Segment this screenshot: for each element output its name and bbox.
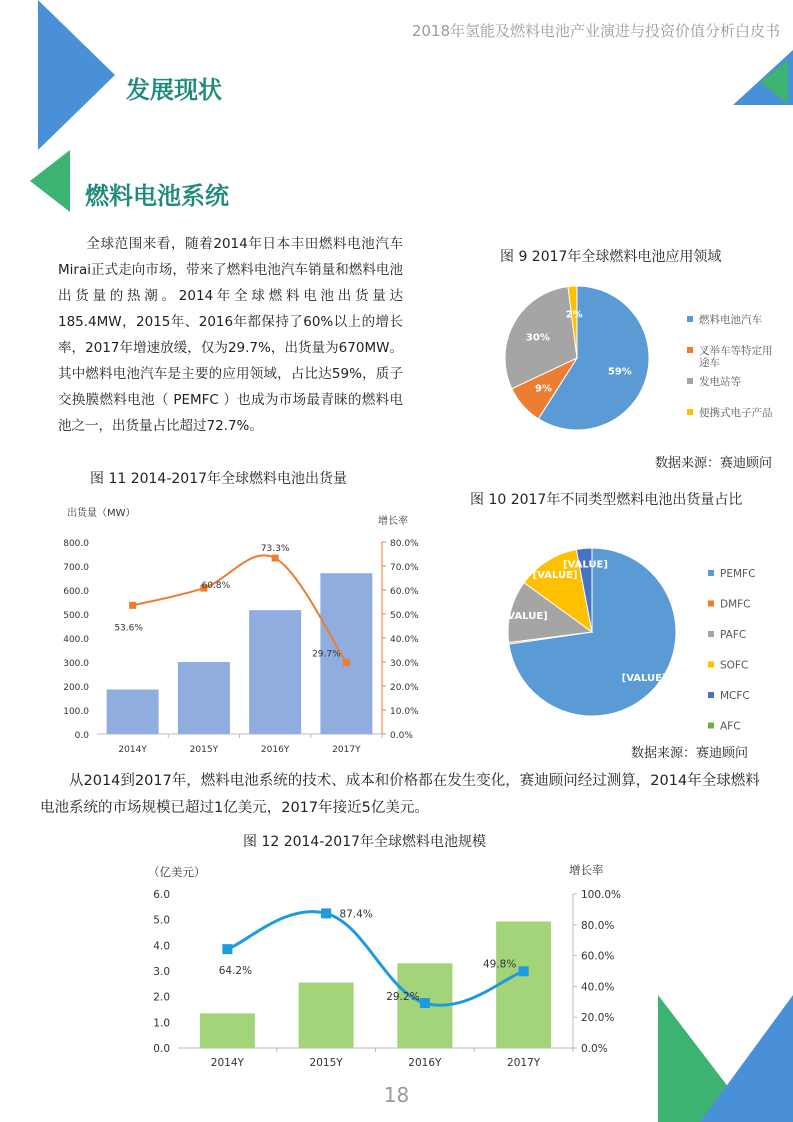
fig9-pie-chart [495, 270, 793, 450]
data-label: 73.3% [260, 544, 290, 555]
y-tick-label: 100.0 [63, 707, 89, 717]
data-label: 29.2% [386, 991, 420, 1004]
fig11-combo-chart [52, 500, 427, 760]
pie-data-label: 2% [565, 309, 583, 321]
pie-data-label: 59% [607, 366, 632, 378]
y2-tick-label: 20.0% [390, 683, 419, 693]
series-line [133, 555, 347, 662]
series-marker [420, 998, 430, 1008]
x-tick-label: 2016Y [408, 1057, 442, 1069]
y-tick-label: 500.0 [63, 611, 89, 621]
y2-tick-label: 10.0% [390, 707, 419, 717]
y2-tick-label: 40.0% [390, 635, 419, 645]
legend-swatch [708, 631, 714, 637]
y-tick-label: 0.0 [74, 731, 89, 741]
y-tick-label: 0.0 [153, 1043, 170, 1055]
x-tick-label: 2015Y [309, 1057, 343, 1069]
fig9-title: 图 9 2017年全球燃料电池应用领域 [500, 249, 722, 265]
decor-section-green-triangle [30, 150, 75, 220]
legend-label: 便携式电子产品 [699, 407, 773, 419]
legend-label: 叉举车等特定用 [699, 345, 773, 357]
legend-label: SOFC [720, 659, 749, 672]
y-axis-title: 出货量（MW） [67, 508, 136, 519]
y2-tick-label: 30.0% [390, 659, 419, 669]
data-label: 53.6% [114, 623, 143, 634]
y-tick-label: 700.0 [63, 563, 89, 573]
legend-swatch [708, 601, 714, 607]
fig12-title: 图 12 2014-2017年全球燃料电池规模 [243, 834, 487, 850]
pie-data-label: [VALUE] [502, 610, 548, 622]
pie-data-label: 30% [525, 332, 550, 344]
legend-label: PAFC [720, 629, 747, 641]
fig10-source: 数据来源：赛迪顾问 [631, 746, 749, 761]
body-paragraph-2: 从2014到2017年，燃料电池系统的技术、成本和价格都在发生变化，赛迪顾问经过测算，2014年全球燃料电池系统的市场规模已超过1亿美元，2017年接近5亿美元。 [40, 773, 760, 816]
fig10-title: 图 10 2017年不同类型燃料电池出货量占比 [470, 492, 743, 508]
legend-swatch [708, 723, 714, 729]
legend-label: AFC [720, 720, 741, 733]
series-marker [321, 908, 331, 918]
legend-swatch [708, 662, 714, 668]
legend-label: PEMFC [720, 568, 756, 580]
series-marker [129, 602, 136, 609]
x-tick-label: 2017Y [507, 1057, 541, 1069]
y-tick-label: 4.0 [153, 940, 170, 953]
legend-swatch [687, 347, 693, 353]
legend-swatch [687, 316, 693, 322]
series-line [227, 912, 523, 1006]
fig12-combo-chart [130, 856, 640, 1078]
x-tick-label: 2014Y [118, 745, 147, 755]
data-label: 64.2% [218, 965, 253, 978]
bar [200, 1013, 255, 1048]
section-title: 发展现状 [126, 76, 222, 104]
y2-tick-label: 0.0% [581, 1043, 608, 1055]
x-tick-label: 2016Y [260, 745, 290, 755]
pie-data-label: [VALUE] [532, 569, 578, 581]
legend-swatch [687, 409, 693, 415]
bar [107, 690, 159, 734]
y2-tick-label: 100.0% [581, 889, 622, 901]
y-tick-label: 300.0 [63, 659, 89, 669]
pie-data-label: 9% [535, 383, 553, 395]
x-tick-label: 2014Y [210, 1057, 244, 1069]
legend-swatch [708, 692, 714, 698]
y2-axis-title: 增长率 [378, 516, 408, 527]
y-tick-label: 600.0 [63, 587, 89, 597]
series-marker [222, 944, 232, 954]
y-tick-label: 1.0 [153, 1017, 170, 1030]
y2-tick-label: 0.0% [390, 731, 413, 741]
data-label: 87.4% [339, 908, 373, 921]
fig11-title: 图 11 2014-2017年全球燃料电池出货量 [90, 471, 348, 487]
fig10-pie-chart [500, 540, 793, 740]
y2-tick-label: 20.0% [581, 1012, 615, 1025]
pie-data-label: [VALUE] [621, 673, 667, 685]
y2-axis-title: 增长率 [569, 863, 604, 877]
header-title: 2018年氢能及燃料电池产业演进与投资价值分析白皮书 [411, 22, 780, 40]
decor-top-right-green [760, 60, 793, 105]
y-tick-label: 200.0 [63, 683, 89, 693]
legend-label: 途车 [699, 357, 720, 369]
y2-tick-label: 80.0% [390, 539, 419, 549]
y-tick-label: 2.0 [153, 991, 170, 1004]
page-number: 18 [383, 1083, 410, 1107]
x-tick-label: 2017Y [332, 745, 361, 755]
y2-tick-label: 40.0% [581, 981, 615, 994]
y-tick-label: 3.0 [153, 966, 170, 978]
legend-swatch [687, 378, 693, 384]
y2-tick-label: 80.0% [581, 919, 615, 932]
series-marker [343, 659, 350, 666]
y-tick-label: 6.0 [153, 889, 170, 901]
y-tick-label: 400.0 [63, 635, 89, 645]
legend-label: MCFC [720, 690, 750, 702]
y-tick-label: 5.0 [153, 914, 170, 927]
data-label: 49.8% [482, 958, 517, 971]
y-tick-label: 800.0 [63, 539, 89, 549]
pie-data-label: [VALUE] [563, 559, 608, 571]
data-label: 29.7% [312, 649, 341, 660]
y2-tick-label: 60.0% [390, 587, 419, 597]
data-label: 60.8% [201, 581, 231, 592]
legend-label: 发电站等 [699, 376, 741, 388]
y2-tick-label: 60.0% [581, 950, 615, 963]
x-tick-label: 2015Y [189, 745, 219, 755]
section-subtitle: 燃料电池系统 [85, 182, 229, 210]
bar [299, 983, 354, 1048]
legend-label: 燃料电池汽车 [699, 314, 762, 326]
y2-tick-label: 50.0% [390, 611, 419, 621]
y2-tick-label: 70.0% [390, 563, 419, 573]
bar [496, 921, 551, 1048]
series-marker [272, 555, 279, 562]
legend-swatch [708, 570, 714, 576]
bar [178, 662, 230, 734]
body-paragraph: 全球范围来看，随着2014年日本丰田燃料电池汽车Mirai正式走向市场，带来了燃料电池汽车销量和燃料电池出货量的热潮。2014年全球燃料电池出货量达185.4MW，2015年、2016年都保持了60%以上的增长率，2017年增速放缓，仅为29.7%，出货量为670MW。其中燃料电池汽车是主要的应用领域，占比达59%，质子交换膜燃料电池（ PEMFC ）也成为市场最青睐的燃料电池之一，出货量占比超过72.7%。 [58, 236, 403, 434]
bar [249, 610, 301, 734]
y-axis-title: （亿美元） [148, 865, 206, 879]
fig9-source: 数据来源：赛迪顾问 [655, 456, 773, 471]
series-marker [519, 966, 529, 976]
legend-label: DMFC [720, 598, 751, 611]
